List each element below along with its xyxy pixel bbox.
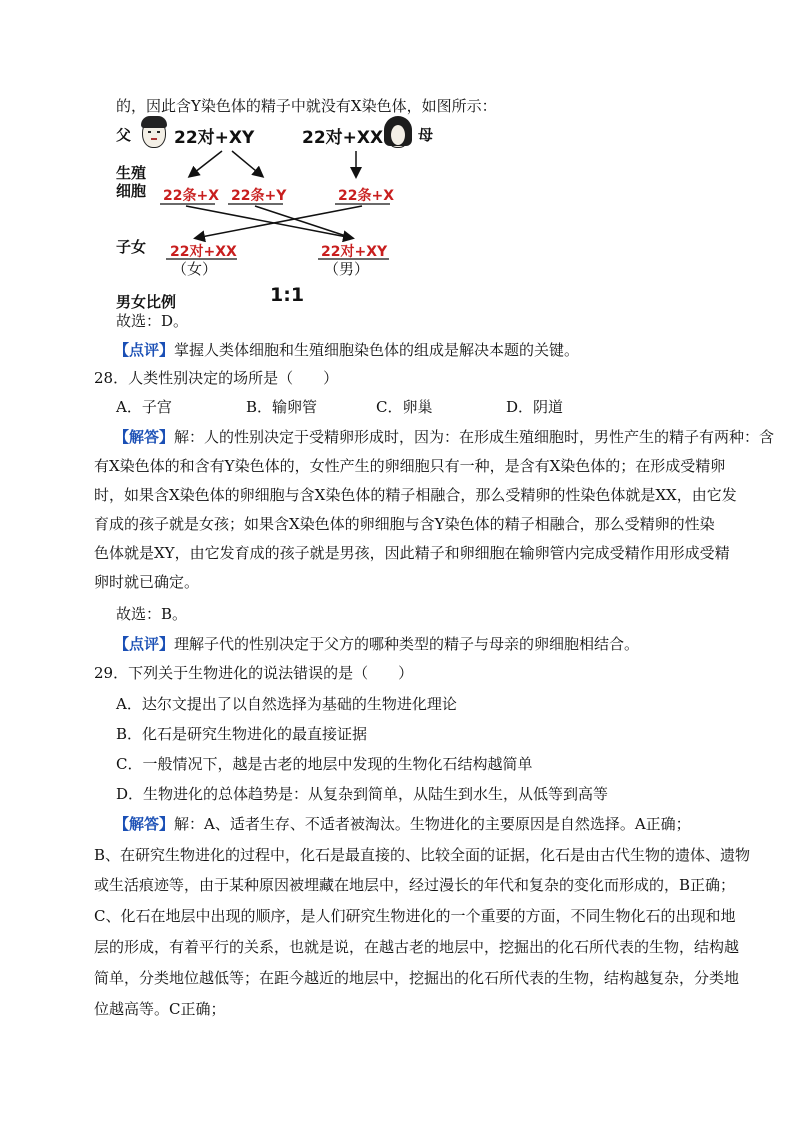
q29-analysis-line-7: 位越高等。C正确；: [94, 1000, 226, 1018]
mother-genotype: 22对+XX: [302, 128, 384, 148]
arrow-father-to-y: [232, 151, 262, 176]
child-female-sex: （女）: [172, 260, 218, 278]
germ-cell-label-1: 生殖: [116, 164, 147, 182]
q28-answer: 故选：B。: [116, 605, 188, 623]
q29-analysis-line-4: C、化石在地层中出现的顺序，是人们研究生物进化的一个重要的方面，不同生物化石的出现和地: [94, 907, 736, 925]
child-male-genotype: 22对+XY: [321, 244, 388, 260]
q28-stem: 28．人类性别决定的场所是（ ）: [94, 369, 339, 387]
q28-comment-text: 理解子代的性别决定于父方的哪种类型的精子与母亲的卵细胞相结合。: [174, 635, 640, 653]
q29-analysis-line-5: 层的形成，有着平行的关系，也就是说，在越古老的地层中，挖掘出的化石所代表的生物，结构越: [94, 938, 740, 956]
mother-label: 母: [418, 126, 434, 144]
q28-option-a: A．子宫: [116, 398, 172, 416]
q28-option-c: C．卵巢: [376, 398, 433, 416]
q29-option-a: A．达尔文提出了以自然选择为基础的生物进化理论: [116, 695, 457, 713]
gamete-x-mother: 22条+X: [338, 188, 395, 204]
q29-option-d: D．生物进化的总体趋势是：从复杂到简单，从陆生到水生，从低等到高等: [116, 785, 609, 803]
ratio-label: 男女比例: [116, 293, 177, 311]
q29-stem: 29．下列关于生物进化的说法错误的是（ ）: [94, 664, 414, 682]
q28-analysis-line-3: 时，如果含X染色体的卵细胞与含X染色体的精子相融合，那么受精卵的性染色体就是XX，由它发: [94, 486, 737, 504]
q28-analysis-line-6: 卵时就已确定。: [94, 573, 200, 591]
q29-option-c: C．一般情况下，越是古老的地层中发现的生物化石结构越简单: [116, 755, 533, 773]
q29-option-b: B．化石是研究生物进化的最直接证据: [116, 725, 368, 743]
q27-comment: [114, 340, 579, 360]
intro-line: 的，因此含Y染色体的精子中就没有X染色体，如图所示：: [116, 97, 497, 115]
offspring-label: 子女: [116, 238, 147, 256]
q27-answer: 故选：D。: [116, 312, 189, 330]
father-genotype: 22对+XY: [174, 128, 255, 148]
q29-analysis-text-1: 解：A、适者生存、不适者被淘汰。生物进化的主要原因是自然选择。A正确；: [174, 815, 691, 833]
q29-analysis-line-1: [114, 814, 691, 834]
arrow-father-to-x: [190, 151, 222, 176]
q29-analysis-line-6: 简单，分类地位越低等；在距今越近的地层中，挖掘出的化石所代表的生物，结构越复杂，分类地: [94, 969, 740, 987]
germ-cell-label-2: 细胞: [116, 182, 147, 200]
q29-analysis-line-2: B、在研究生物进化的过程中，化石是最直接的、比较全面的证据，化石是由古代生物的遗体、遗物: [94, 846, 751, 864]
gamete-y-father: 22条+Y: [231, 188, 287, 204]
q28-option-d: D．阴道: [506, 398, 564, 416]
father-label: 父: [116, 126, 132, 144]
q28-analysis-line-4: 育成的孩子就是女孩；如果含X染色体的卵细胞与含Y染色体的精子相融合，那么受精卵的性染: [94, 515, 715, 533]
q29-analysis-tag: 【解答】: [114, 815, 175, 833]
diagram-lines: [0, 0, 800, 320]
child-female-genotype: 22对+XX: [170, 244, 237, 260]
q28-analysis-line-5: 色体就是XY，由它发育成的孩子就是男孩，因此精子和卵细胞在输卵管内完成受精作用形成受精: [94, 544, 730, 562]
q28-comment: [114, 634, 639, 654]
q29-analysis-line-3: 或生活痕迹等，由于某种原因被埋藏在地层中，经过漫长的年代和复杂的变化而形成的，B正确；: [94, 876, 736, 894]
q28-analysis-line-1: [114, 427, 774, 447]
q28-analysis-line-2: 有X染色体的和含有Y染色体的，女性产生的卵细胞只有一种，是含有X染色体的；在形成受精卵: [94, 457, 726, 475]
q28-comment-tag: 【点评】: [114, 635, 175, 653]
q28-option-b: B．输卵管: [246, 398, 318, 416]
q28-analysis-tag: 【解答】: [114, 428, 175, 446]
q28-analysis-text-1: 解：人的性别决定于受精卵形成时，因为：在形成生殖细胞时，男性产生的精子有两种：含: [174, 428, 775, 446]
child-male-sex: （男）: [324, 260, 370, 278]
gamete-x-father: 22条+X: [163, 188, 220, 204]
q27-comment-text: 掌握人类体细胞和生殖细胞染色体的组成是解决本题的关键。: [174, 341, 580, 359]
q27-comment-tag: 【点评】: [114, 341, 175, 359]
ratio-value: 1:1: [270, 284, 305, 306]
